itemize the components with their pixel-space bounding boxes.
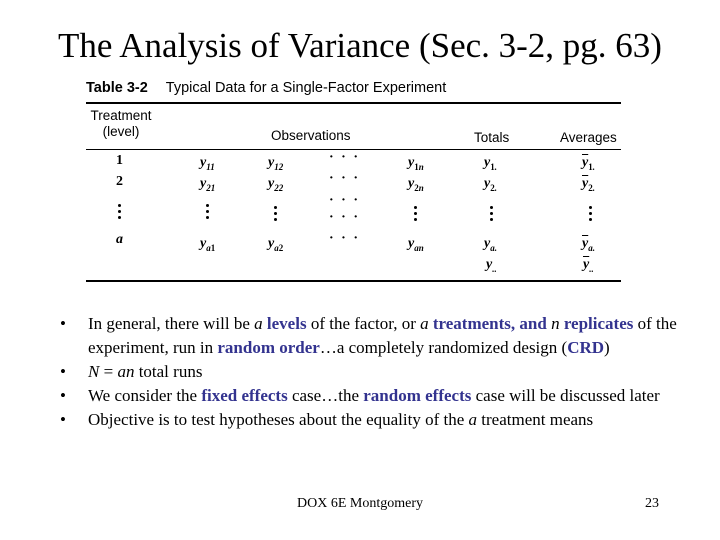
ellipsis-row-4: · · · (329, 210, 361, 225)
header-averages: Averages (560, 130, 617, 145)
bullet-3: • We consider the fixed effects case…the random effects case will be discussed later (58, 384, 678, 408)
ellipsis-row-1: · · · (329, 150, 361, 165)
cell-y12: $y_{12}$ (268, 155, 284, 172)
vdots-col-3 (274, 204, 278, 224)
cell-ya1: $y_{a1}$ (200, 236, 216, 253)
table-bottom-rule (86, 280, 621, 282)
cell-y22: $y_{22}$ (268, 176, 284, 193)
footer-center: DOX 6E Montgomery (297, 496, 423, 511)
cell-grand-average: $\overline{y}_{..}$ (583, 257, 594, 274)
cell-total-2: $y_{2.}$ (484, 176, 497, 193)
cell-avg-1: $\overline{y}_{1.}$ (582, 155, 595, 172)
data-table (86, 80, 621, 290)
cell-avg-a: $\overline{y}_{a.}$ (582, 236, 595, 253)
header-treatment: Treatment (level) (90, 108, 152, 139)
cell-grand-total: $y_{..}$ (486, 257, 497, 274)
row-label-2: 2 (116, 174, 123, 189)
header-totals: Totals (474, 130, 510, 145)
ellipsis-row-5: · · · (329, 231, 361, 246)
cell-y21: $y_{21}$ (200, 176, 216, 193)
table-label: Table 3-2 (86, 80, 148, 96)
cell-avg-2: $\overline{y}_{2.}$ (582, 176, 595, 193)
ellipsis-row-3: · · · (329, 193, 361, 208)
cell-total-1: $y_{1.}$ (484, 155, 497, 172)
cell-ya2: $y_{a2}$ (268, 236, 284, 253)
table-caption (86, 80, 446, 96)
vdots-col-6 (589, 204, 593, 224)
page-number: 23 (645, 496, 659, 511)
table-top-rule (86, 102, 621, 104)
cell-total-a: $y_{a.}$ (484, 236, 497, 253)
vdots-col-4 (414, 204, 418, 224)
cell-yan: $y_{an}$ (408, 236, 424, 253)
vdots-col-5 (490, 204, 494, 224)
bullet-4: • Objective is to test hypotheses about the equality of the a treatment means (58, 408, 678, 432)
cell-y2n: $y_{2n}$ (408, 176, 424, 193)
vdots-col-1 (118, 202, 122, 222)
bullet-1: • In general, there will be a levels of the factor, or a treatments, and n replicates of the experiment, run in random order…a completely randomized design (CRD) (58, 312, 678, 360)
cell-y11: $y_{11}$ (200, 155, 215, 172)
vdots-col-2 (206, 202, 210, 222)
cell-y1n: $y_{1n}$ (408, 155, 424, 172)
table-caption-text: Typical Data for a Single-Factor Experiment (165, 80, 447, 96)
slide-title: The Analysis of Variance (Sec. 3-2, pg. 63) (58, 26, 662, 65)
bullet-2: • N = an total runs (58, 360, 678, 384)
ellipsis-row-2: · · · (329, 171, 361, 186)
row-label-a: a (116, 232, 123, 247)
header-observations: Observations (271, 128, 351, 143)
row-label-1: 1 (116, 153, 123, 168)
bullet-list (58, 312, 678, 432)
